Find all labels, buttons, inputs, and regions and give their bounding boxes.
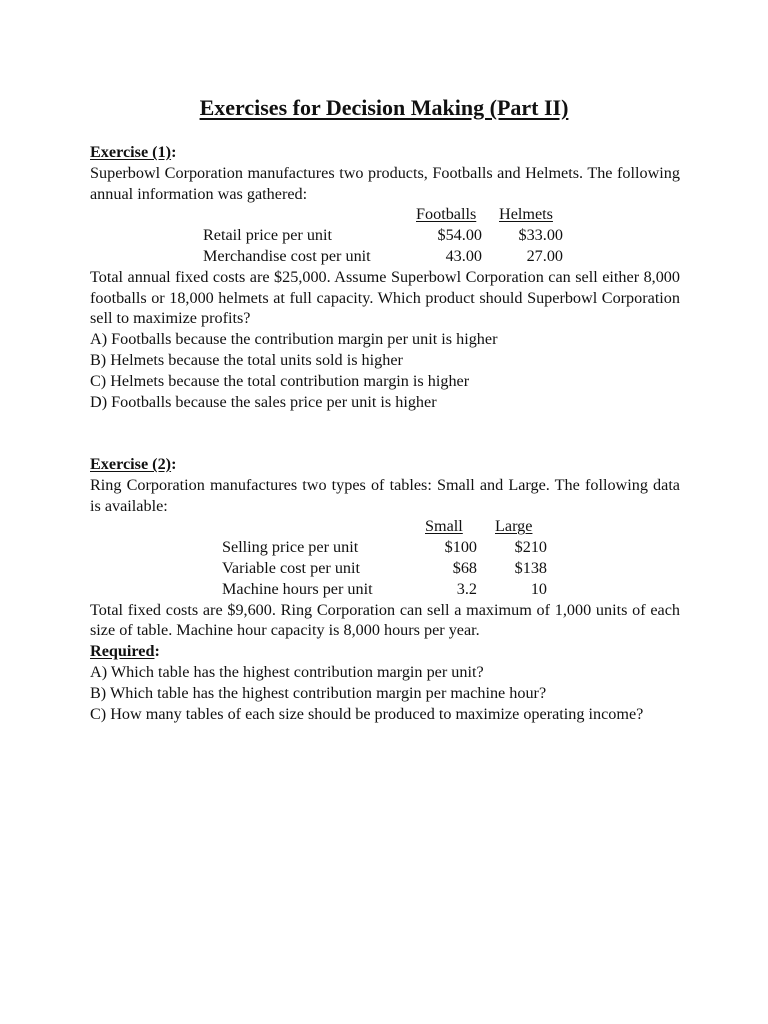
cell-small: $100 [444,538,477,557]
table-row [90,579,680,600]
row-label: Variable cost per unit [222,558,360,577]
requirement-c: C) How many tables of each size should be produced to maximize operating income? [90,704,644,723]
column-header-large: Large [495,517,533,536]
row-label: Machine hours per unit [222,579,373,598]
exercise-1-table [90,204,680,266]
row-label: Selling price per unit [222,538,359,557]
exercise-1-question: Total annual fixed costs are $25,000. Assume Superbowl Corporation can sell either 8,000 footballs or 18,000 helmets at full capacity. Which product should Superbowl Corporation sell to maximize profits? [90,267,680,328]
cell-small: $68 [452,558,477,577]
cell-large: 10 [530,579,547,598]
cell-helmets: $33.00 [518,226,563,245]
cell-footballs: 43.00 [445,246,482,265]
column-header-footballs: Footballs [416,205,477,224]
option-d: D) Footballs because the sales price per unit is higher [90,392,437,411]
exercise-2-question: Total fixed costs are $9,600. Ring Corporation can sell a maximum of 1,000 units of each size of table. Machine hour capacity is 8,000 hours per year. [90,600,680,640]
table-header-row [90,204,680,225]
table-header-row [90,516,680,537]
exercise-1-heading: Exercise (1) [90,143,172,161]
row-label: Retail price per unit [203,226,333,245]
cell-large: $138 [514,558,547,577]
cell-large: $210 [514,538,547,557]
option-a: A) Footballs because the contribution margin per unit is higher [90,330,498,349]
column-header-small: Small [425,517,463,536]
cell-small: 3.2 [456,579,477,598]
option-b: B) Helmets because the total units sold is higher [90,350,403,369]
table-row [90,246,680,267]
page-title: Exercises for Decision Making (Part II) [199,95,569,120]
table-row [90,537,680,558]
exercise-2-section: Exercise (2): Ring Corporation manufactures two types of tables: Small and Large. The following data is available: Small Large Selling price per unit $100 $210 Variable cost per unit $68 $138 Machine hours per unit 3.2 10 Total fixed costs are $9,600. Ring Corporation can sell a maximum of 1,000 units of each size of table. Machine hour capacity is 8,000 hours per year. Required: A) Which table has the highest contribution margin per unit? B) Which table has the highest contribution margin per machine hour? C) How many tables of each size should be produced to maximize operating income? [90,455,680,723]
exercise-2-heading: Exercise (2) [90,455,172,473]
required-label: Required [90,642,155,661]
table-row [90,558,680,579]
exercise-2-intro: Ring Corporation manufactures two types of tables: Small and Large. The following data is available: [90,475,680,515]
table-row [90,225,680,246]
exercise-1-section: Exercise (1): Superbowl Corporation manufactures two products, Footballs and Helmets. The following annual information was gathered: Footballs Helmets Retail price per unit $54.00 $33.00 Merchandise cost per unit 43.00 27.00 Total annual fixed costs are $25,000. Assume Superbowl Corporation can sell either 8,000 footballs or 18,000 helmets at full capacity. Which product should Superbowl Corporation sell to maximize profits? A) Footballs because the contribution margin per unit is higher B) Helmets because the total units sold is higher C) Helmets because the total contribution margin is higher D) Footballs because the sales price per unit is higher [90,143,680,411]
column-header-helmets: Helmets [499,205,553,224]
exercise-1-intro: Superbowl Corporation manufactures two products, Footballs and Helmets. The following annual information was gathered: [90,163,680,203]
requirement-b: B) Which table has the highest contribution margin per machine hour? [90,683,547,702]
row-label: Merchandise cost per unit [203,246,371,265]
cell-footballs: $54.00 [437,226,482,245]
exercise-2-table [90,516,680,599]
option-c: C) Helmets because the total contribution margin is higher [90,371,470,390]
cell-helmets: 27.00 [526,246,563,265]
requirement-a: A) Which table has the highest contribution margin per unit? [90,662,484,681]
